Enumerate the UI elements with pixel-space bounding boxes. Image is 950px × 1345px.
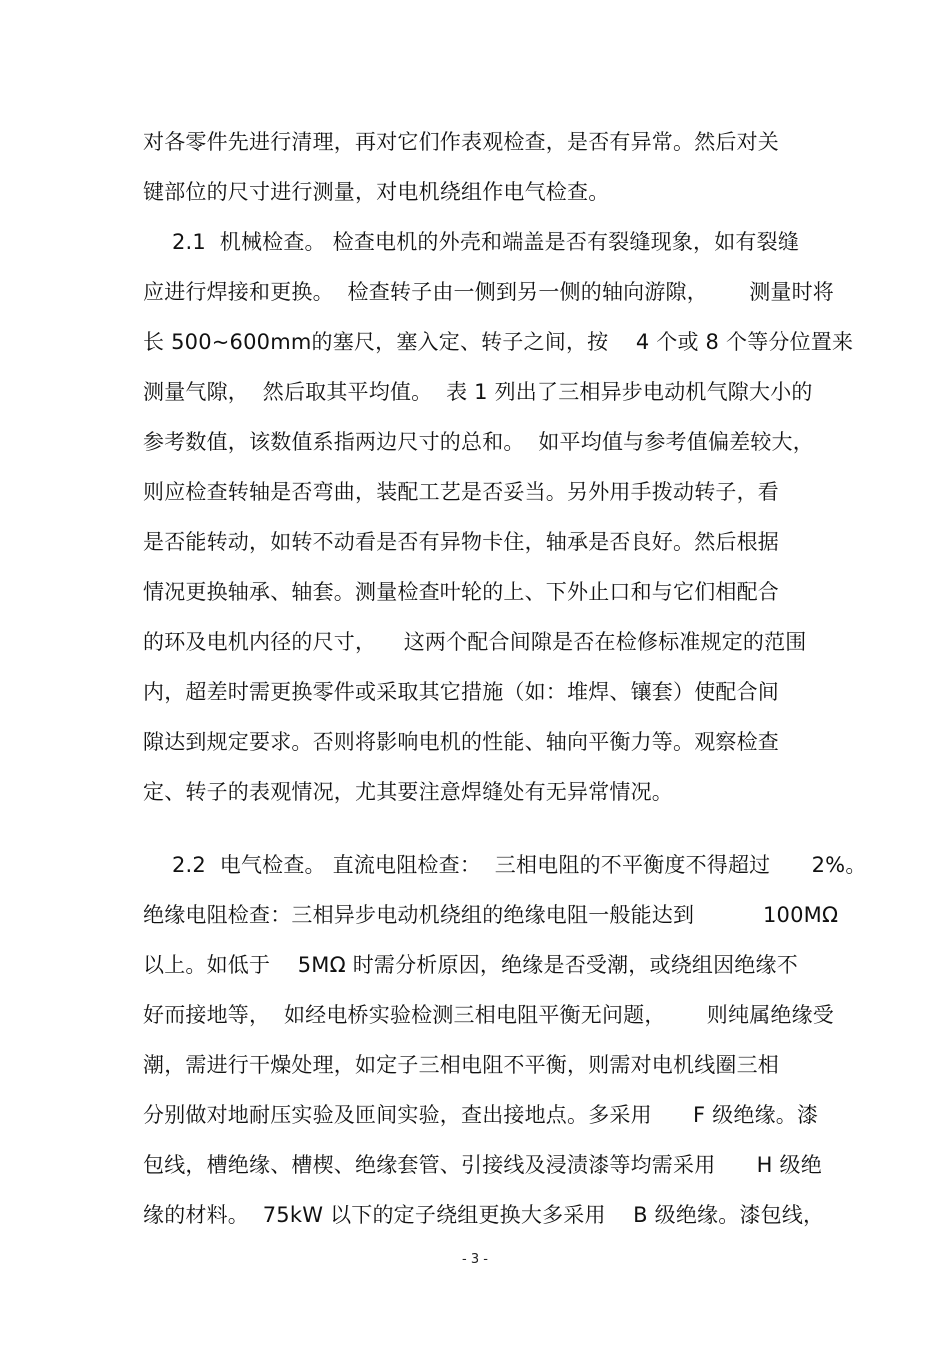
text-line: 以上。如低于 5MΩ 时需分析原因，绝缘是否受潮，或绕组因绝缘不 (143, 953, 798, 977)
text-line: 包线，槽绝缘、槽楔、绝缘套管、引接线及浸渍漆等均需采用 H 级绝 (143, 1153, 822, 1177)
text-line: 内，超差时需更换零件或采取其它措施（如：堆焊、镶套）使配合间 (143, 680, 779, 704)
text-line: 的环及电机内径的尺寸， 这两个配合间隙是否在检修标准规定的范围 (143, 630, 807, 654)
section-2-1-heading-line: 2.1 机械检查。 检查电机的外壳和端盖是否有裂缝现象，如有裂缝 (172, 230, 800, 254)
text-line: 则应检查转轴是否弯曲，装配工艺是否妥当。另外用手拨动转子，看 (143, 480, 779, 504)
section-2-2-heading-line: 2.2 电气检查。 直流电阻检查： 三相电阻的不平衡度不得超过 2%。 (172, 853, 867, 877)
text-line: 隙达到规定要求。否则将影响电机的性能、轴向平衡力等。观察检查 (143, 730, 779, 754)
text-line: 绝缘电阻检查：三相异步电动机绕组的绝缘电阻一般能达到 100MΩ (143, 903, 839, 927)
text-line: 定、转子的表观情况，尤其要注意焊缝处有无异常情况。 (143, 780, 673, 804)
text-line: 对各零件先进行清理，再对它们作表观检查，是否有异常。然后对关 (143, 130, 779, 154)
text-line: 潮，需进行干燥处理，如定子三相电阻不平衡，则需对电机线圈三相 (143, 1053, 779, 1077)
text-line: 缘的材料。 75kW 以下的定子绕组更换大多采用 B 级绝缘。漆包线， (143, 1203, 825, 1227)
page-number: - 3 - (462, 1252, 488, 1267)
text-line: 参考数值，该数值系指两边尺寸的总和。 如平均值与参考值偏差较大， (143, 430, 814, 454)
text-line: 应进行焊接和更换。 检查转子由一侧到另一侧的轴向游隙， 测量时将 (143, 280, 834, 304)
text-line: 长 500~600mm的塞尺，塞入定、转子之间，按 4 个或 8 个等分位置来 (143, 330, 854, 354)
text-line: 情况更换轴承、轴套。测量检查叶轮的上、下外止口和与它们相配合 (143, 580, 779, 604)
text-line: 是否能转动，如转不动看是否有异物卡住，轴承是否良好。然后根据 (143, 530, 779, 554)
text-line: 测量气隙， 然后取其平均值。 表 1 列出了三相异步电动机气隙大小的 (143, 380, 813, 404)
text-line: 分别做对地耐压实验及匝间实验，查出接地点。多采用 F 级绝缘。漆 (143, 1103, 819, 1127)
text-line: 好而接地等， 如经电桥实验检测三相电阻平衡无问题， 则纯属绝缘受 (143, 1003, 834, 1027)
text-line: 键部位的尺寸进行测量，对电机绕组作电气检查。 (143, 180, 610, 204)
